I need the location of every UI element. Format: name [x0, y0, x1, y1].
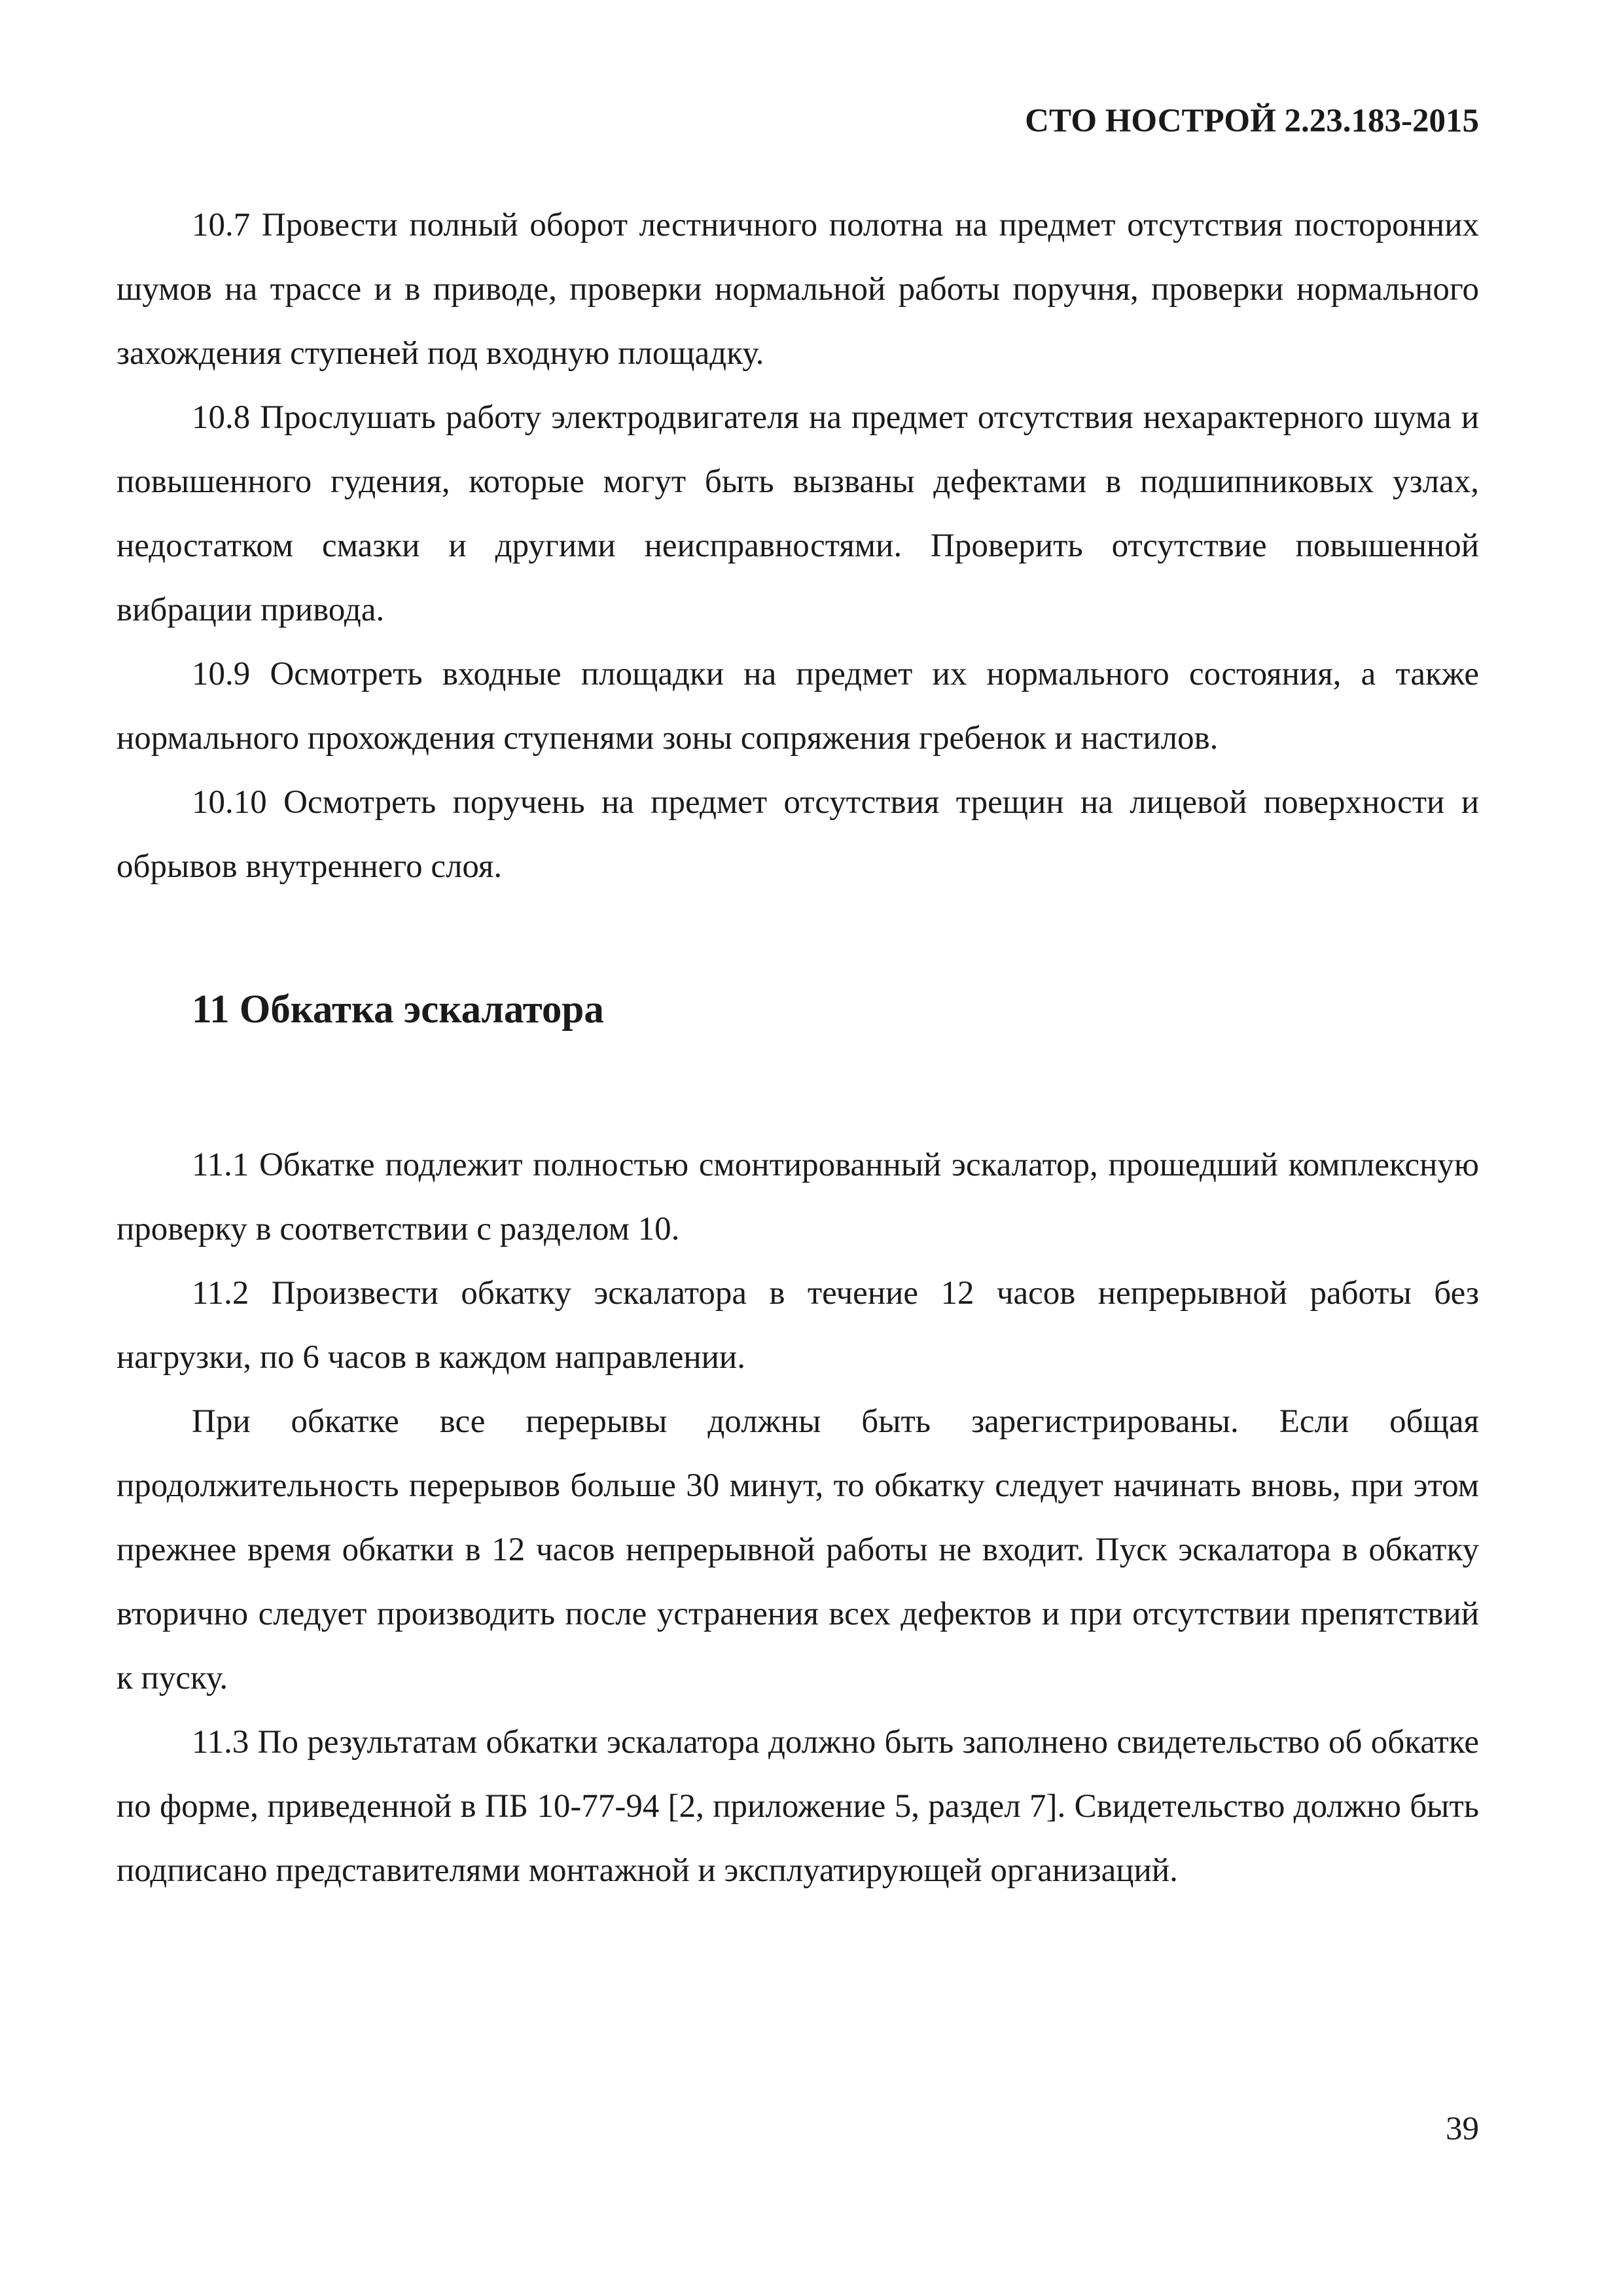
clause-10-8: 10.8 Прослушать работу электродвигателя на предмет отсутствия нехарактерного шума и повышенного гудения, которые могут быть вызваны дефектами в подшипниковых узлах, недостатком смазки и другими неисправностями. Проверить отсутствие повышенной вибрации привода.	[116, 399, 1479, 628]
section-11-heading: 11 Обкатка эскалатора	[192, 988, 604, 1031]
document-code-header: СТО НОСТРОЙ 2.23.183-2015	[1025, 103, 1479, 139]
clause-11-2: 11.2 Произвести обкатку эскалатора в течение 12 часов непрерывной работы без нагрузки, по 6 часов в каждом направлении.	[116, 1275, 1479, 1376]
clause-11-1: 11.1 Обкатке подлежит полностью смонтированный эскалатор, прошедший комплексную проверку в соответствии с разделом 10.	[116, 1147, 1479, 1247]
page-body	[116, 193, 1479, 1903]
clause-10-9: 10.9 Осмотреть входные площадки на предмет их нормального состояния, а также нормального прохождения ступенями зоны сопряжения гребенок и настилов.	[116, 656, 1479, 757]
clause-11-3: 11.3 По результатам обкатки эскалатора должно быть заполнено свидетельство об обкатке по форме, приведенной в ПБ 10-77-94 [2, приложение 5, раздел 7]. Свидетельство должно быть подписано представителями монтажной и эксплуатирующей организаций.	[116, 1724, 1479, 1889]
clause-10-7: 10.7 Провести полный оборот лестничного полотна на предмет отсутствия посторонних шумов на трассе и в приводе, проверки нормальной работы поручня, проверки нормального захождения ступеней под входную площадку.	[116, 207, 1479, 372]
clause-10-10: 10.10 Осмотреть поручень на предмет отсутствия трещин на лицевой поверхности и обрывов внутреннего слоя.	[116, 784, 1479, 885]
page-number: 39	[1446, 2111, 1479, 2147]
clause-11-2-breaks: При обкатке все перерывы должны быть зарегистрированы. Если общая продолжительность перерывов больше 30 минут, то обкатку следует начинать вновь, при этом прежнее время обкатки в 12 часов непрерывной работы не входит. Пуск эскалатора в обкатку вторично следует производить после устранения всех дефектов и при отсутствии препятствий к пуску.	[116, 1403, 1479, 1696]
document-page	[116, 0, 1479, 2296]
